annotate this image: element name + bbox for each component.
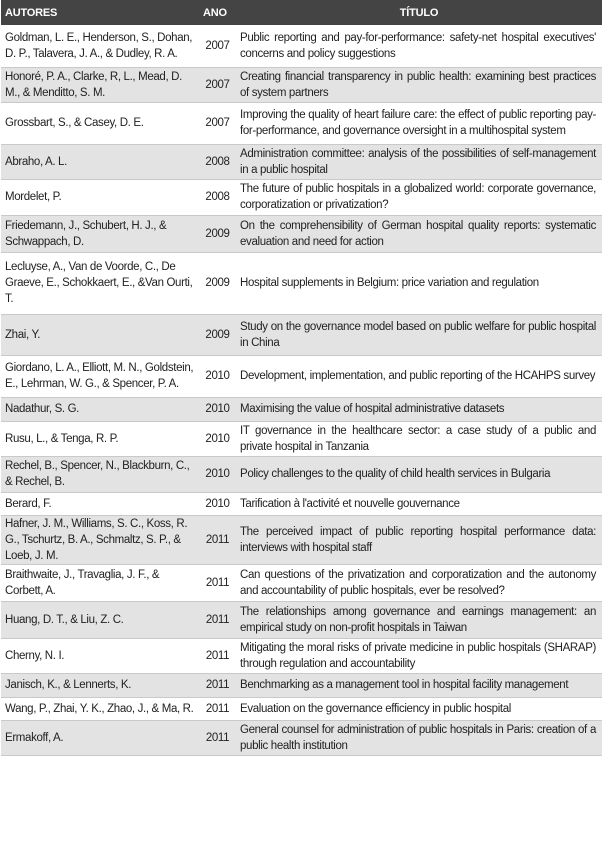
authors-cell: Nadathur, S. G. (1, 397, 199, 421)
authors-cell: Braithwaite, J., Travaglia, J. F., & Corbett, A. (1, 564, 199, 601)
table-row (1, 215, 602, 252)
year-column-header: ANO (199, 0, 236, 25)
title-cell: Study on the governance model based on public welfare for public hospital in China (236, 314, 602, 355)
authors-cell: Huang, D. T., & Liu, Z. C. (1, 601, 199, 638)
year-cell: 2007 (199, 67, 236, 102)
table-row (1, 515, 602, 564)
authors-cell: Rusu, L., & Tenga, R. P. (1, 421, 199, 456)
year-cell: 2011 (199, 515, 236, 564)
title-cell: Public reporting and pay-for-performance: safety-net hospital executives' concerns and policy suggestions (236, 25, 602, 67)
title-cell: General counsel for administration of public hospitals in Paris: creation of a public health institution (236, 720, 602, 755)
table-row (1, 421, 602, 456)
year-cell: 2008 (199, 179, 236, 215)
authors-cell: Abraho, A. L. (1, 144, 199, 179)
title-cell: Tarification à l'activité et nouvelle gouvernance (236, 492, 602, 515)
table-row (1, 102, 602, 144)
title-cell: Creating financial transparency in public health: examining best practices of system partners (236, 67, 602, 102)
title-cell: Can questions of the privatization and corporatization and the autonomy and accountability of public hospitals, ever be resolved? (236, 564, 602, 601)
year-cell: 2009 (199, 252, 236, 314)
authors-cell: Honoré, P. A., Clarke, R, L., Mead, D. M., & Menditto, S. M. (1, 67, 199, 102)
year-cell: 2011 (199, 638, 236, 673)
authors-cell: Janisch, K., & Lennerts, K. (1, 673, 199, 697)
year-cell: 2011 (199, 564, 236, 601)
table-body (1, 25, 602, 755)
table-header (1, 0, 602, 25)
year-cell: 2011 (199, 601, 236, 638)
table-row (1, 456, 602, 492)
authors-cell: Cherny, N. I. (1, 638, 199, 673)
title-cell: Development, implementation, and public reporting of the HCAHPS survey (236, 355, 602, 397)
title-cell: The future of public hospitals in a globalized world: corporate governance, corporatization or privatization? (236, 179, 602, 215)
table-row (1, 144, 602, 179)
table-row (1, 492, 602, 515)
year-cell: 2010 (199, 421, 236, 456)
title-cell: Benchmarking as a management tool in hospital facility management (236, 673, 602, 697)
authors-cell: Berard, F. (1, 492, 199, 515)
authors-cell: Wang, P., Zhai, Y. K., Zhao, J., & Ma, R. (1, 697, 199, 720)
header-row (1, 0, 602, 25)
table-row (1, 252, 602, 314)
year-cell: 2010 (199, 492, 236, 515)
table-row (1, 314, 602, 355)
authors-cell: Lecluyse, A., Van de Voorde, C., De Graeve, E., Schokkaert, E., &Van Ourti, T. (1, 252, 199, 314)
year-cell: 2010 (199, 456, 236, 492)
year-cell: 2007 (199, 102, 236, 144)
table-row (1, 638, 602, 673)
title-cell: Policy challenges to the quality of child health services in Bulgaria (236, 456, 602, 492)
table-row (1, 67, 602, 102)
title-cell: IT governance in the healthcare sector: a case study of a public and private hospital in Tanzania (236, 421, 602, 456)
year-cell: 2007 (199, 25, 236, 67)
authors-column-header: AUTORES (1, 0, 199, 25)
authors-cell: Mordelet, P. (1, 179, 199, 215)
year-cell: 2011 (199, 720, 236, 755)
title-cell: Improving the quality of heart failure care: the effect of public reporting pay-for-performance, and governance oversight in a multihospital system (236, 102, 602, 144)
authors-cell: Grossbart, S., & Casey, D. E. (1, 102, 199, 144)
authors-cell: Friedemann, J., Schubert, H. J., & Schwappach, D. (1, 215, 199, 252)
authors-cell: Giordano, L. A., Elliott, M. N., Goldstein, E., Lehrman, W. G., & Spencer, P. A. (1, 355, 199, 397)
title-cell: The relationships among governance and earnings management: an empirical study on non-profit hospitals in Taiwan (236, 601, 602, 638)
title-cell: Administration committee: analysis of the possibilities of self-management in a public hospital (236, 144, 602, 179)
table-row (1, 697, 602, 720)
year-cell: 2010 (199, 397, 236, 421)
year-cell: 2008 (199, 144, 236, 179)
title-cell: On the comprehensibility of German hospital quality reports: systematic evaluation and need for action (236, 215, 602, 252)
authors-cell: Zhai, Y. (1, 314, 199, 355)
title-cell: Evaluation on the governance efficiency in public hospital (236, 697, 602, 720)
year-cell: 2011 (199, 673, 236, 697)
authors-cell: Rechel, B., Spencer, N., Blackburn, C., & Rechel, B. (1, 456, 199, 492)
table-row (1, 179, 602, 215)
title-cell: The perceived impact of public reporting hospital performance data: interviews with hospital staff (236, 515, 602, 564)
table-row (1, 355, 602, 397)
table-row (1, 673, 602, 697)
year-cell: 2011 (199, 697, 236, 720)
table-row (1, 397, 602, 421)
year-cell: 2010 (199, 355, 236, 397)
title-cell: Maximising the value of hospital administrative datasets (236, 397, 602, 421)
authors-cell: Ermakoff, A. (1, 720, 199, 755)
table-row (1, 25, 602, 67)
year-cell: 2009 (199, 314, 236, 355)
authors-cell: Hafner, J. M., Williams, S. C., Koss, R. G., Tschurtz, B. A., Schmaltz, S. P., & Loeb, J. M. (1, 515, 199, 564)
table-row (1, 601, 602, 638)
title-cell: Mitigating the moral risks of private medicine in public hospitals (SHARAP) through regulation and accountability (236, 638, 602, 673)
table-row (1, 720, 602, 755)
title-column-header: TÍTULO (236, 0, 602, 25)
title-cell: Hospital supplements in Belgium: price variation and regulation (236, 252, 602, 314)
authors-cell: Goldman, L. E., Henderson, S., Dohan, D. P., Talavera, J. A., & Dudley, R. A. (1, 25, 199, 67)
table-row (1, 564, 602, 601)
references-table (1, 0, 602, 756)
year-cell: 2009 (199, 215, 236, 252)
